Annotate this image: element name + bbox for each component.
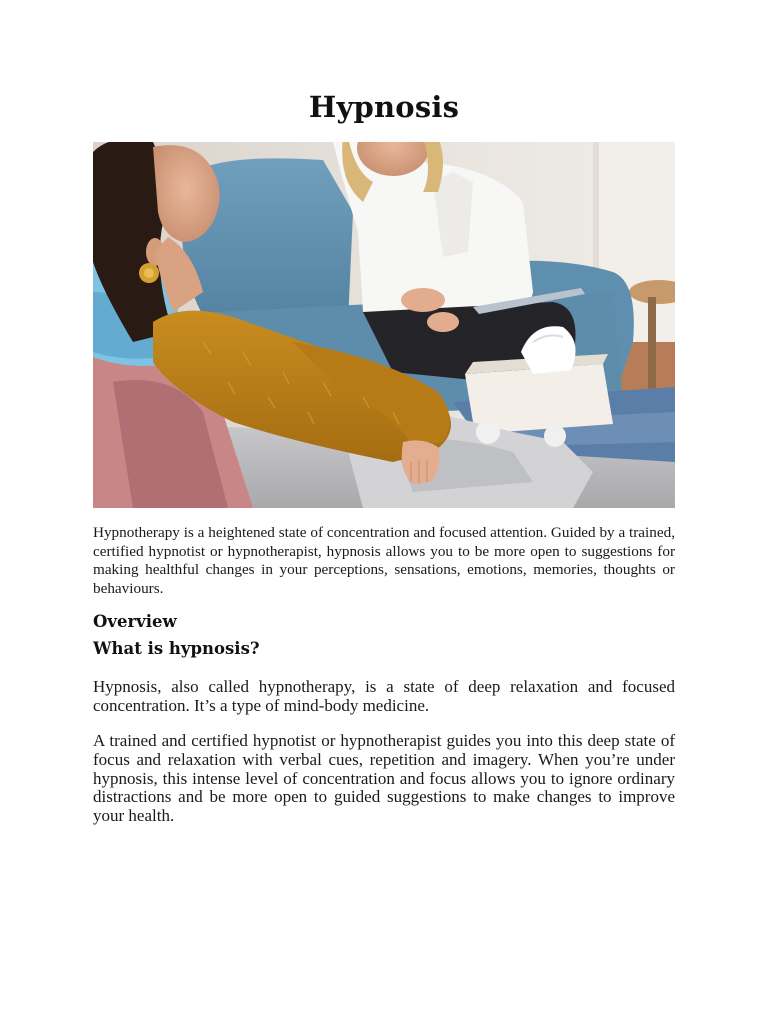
section-heading-overview: Overview bbox=[93, 612, 177, 632]
page-title: Hypnosis bbox=[308, 90, 460, 124]
section-heading-what-is-hypnosis: What is hypnosis? bbox=[93, 639, 260, 659]
document-page bbox=[93, 0, 675, 826]
body-paragraph-1: Hypnosis, also called hypnotherapy, is a state of deep relaxation and focused concentration. It’s a type of mind-body medicine. bbox=[93, 677, 675, 716]
body-paragraph-2: A trained and certified hypnotist or hypnotherapist guides you into this deep state of focus and relaxation with verbal cues, repetition and imagery. When you’re under hypnosis, this intense level of concentration and focus allows you to ignore ordinary distractions and be more open to guided suggestions to make changes to improve your health. bbox=[93, 730, 675, 826]
intro-paragraph: Hypnotherapy is a heightened state of concentration and focused attention. Guided by a trained, certified hypnotist or hypnotherapist, hypnosis allows you to be more open to suggestions for making healthful changes in your perceptions, sensations, emotions, memories, thoughts or behaviours. bbox=[93, 524, 675, 597]
therapy-session-photo bbox=[93, 142, 675, 508]
